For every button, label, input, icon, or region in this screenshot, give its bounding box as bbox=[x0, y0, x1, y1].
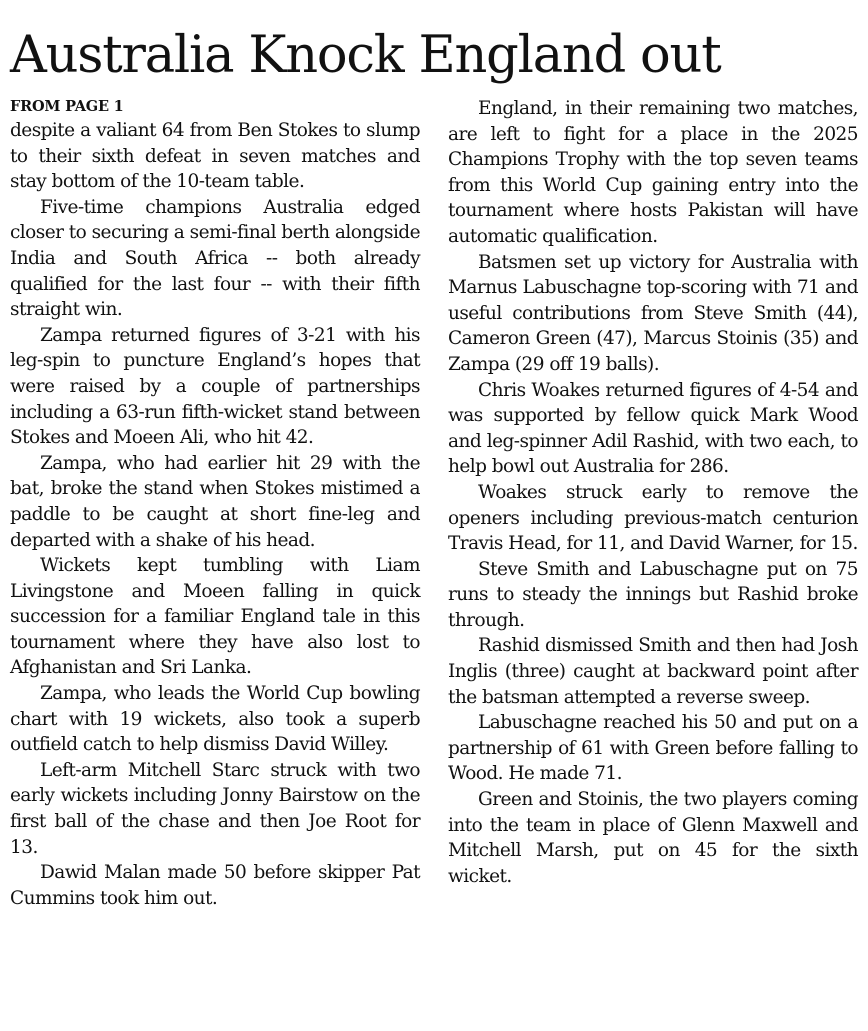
paragraph: Chris Woakes returned figures of 4-54 and was supported by fellow quick Mark Wood and leg-spinner Adil Rashid, with two each, to help bowl out Australia for 286. bbox=[448, 379, 858, 478]
paragraph: Wickets kept tumbling with Liam Livingstone and Moeen falling in quick succession for a familiar England tale in this tournament where they have also lost to Afghanistan and Sri Lanka. bbox=[10, 555, 420, 679]
paragraph: despite a valiant 64 from Ben Stokes to slump to their sixth defeat in seven matches and stay bottom of the 10-team table. bbox=[10, 120, 420, 193]
paragraph: Green and Stoinis, the two players coming into the team in place of Glenn Maxwell and Mitchell Marsh, put on 45 for the sixth wicket. bbox=[448, 789, 858, 887]
paragraph: Zampa, who had earlier hit 29 with the bat, broke the stand when Stokes mistimed a paddle to be caught at short fine-leg and departed with a shake of his head. bbox=[10, 452, 420, 551]
paragraph: Dawid Malan made 50 before skipper Pat Cummins took him out. bbox=[10, 862, 420, 909]
continuation-kicker: FROM PAGE 1 bbox=[10, 98, 124, 115]
paragraph: Five-time champions Australia edged closer to securing a semi-final berth alongside India and South Africa -- both already qualified for the last four -- with their fifth straight win. bbox=[10, 196, 420, 321]
paragraph: Zampa returned figures of 3-21 with his leg-spin to puncture England’s hopes that were raised by a couple of partnerships including a 63-run fifth-wicket stand between Stokes and Moeen Ali, who hit 42. bbox=[10, 324, 420, 449]
paragraph: Rashid dismissed Smith and then had Josh Inglis (three) caught at backward point after the batsman attempted a reverse sweep. bbox=[448, 635, 858, 708]
paragraph: Woakes struck early to remove the openers including previous-match centurion Travis Head, for 11, and David Warner, for 15. bbox=[448, 481, 858, 555]
article-column-left bbox=[10, 96, 420, 911]
paragraph: Left-arm Mitchell Starc struck with two early wickets including Jonny Bairstow on the first ball of the chase and then Joe Root for 13. bbox=[10, 759, 420, 858]
paragraph: Steve Smith and Labuschagne put on 75 runs to steady the innings but Rashid broke through. bbox=[448, 558, 858, 631]
paragraph: Labuschagne reached his 50 and put on a partnership of 61 with Green before falling to Wood. He made 71. bbox=[448, 712, 858, 785]
paragraph: England, in their remaining two matches, are left to fight for a place in the 2025 Champions Trophy with the top seven teams from this World Cup gaining entry into the tournament where hosts Pakistan will have automatic qualification. bbox=[448, 98, 858, 247]
paragraph: Batsmen set up victory for Australia with Marnus Labuschagne top-scoring with 71 and useful contributions from Steve Smith (44), Cameron Green (47), Marcus Stoinis (35) and Zampa (29 off 19 balls). bbox=[448, 251, 858, 375]
headline: Australia Knock England out bbox=[10, 26, 721, 85]
paragraph: Zampa, who leads the World Cup bowling chart with 19 wickets, also took a superb outfield catch to help dismiss David Willey. bbox=[10, 683, 420, 756]
article-column-right bbox=[448, 96, 858, 889]
